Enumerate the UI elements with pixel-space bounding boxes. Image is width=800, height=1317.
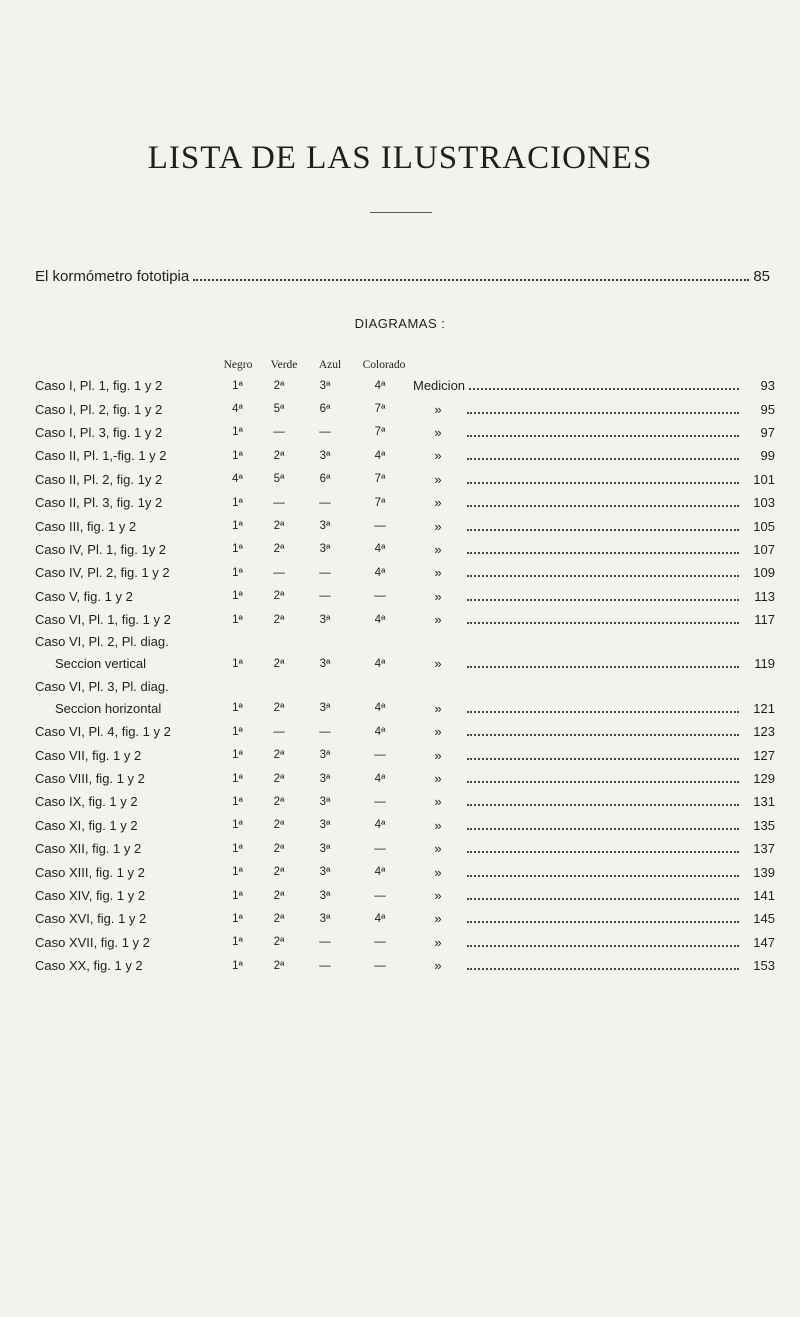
cell-caso: Caso VI, Pl. 1, fig. 1 y 2 <box>35 612 171 628</box>
cell-page: 127 <box>753 747 775 763</box>
leader-dots <box>193 278 749 281</box>
cell-negro: 1ª <box>232 449 243 462</box>
cell-negro: 1ª <box>232 819 243 832</box>
cell-caso: Caso II, Pl. 3, fig. 1y 2 <box>35 495 163 511</box>
cell-azul: 3ª <box>319 795 331 808</box>
cell-azul: 3ª <box>319 520 331 533</box>
cell-negro: 1ª <box>232 912 243 925</box>
ditto-mark: » <box>434 401 442 417</box>
cell-leader <box>413 743 743 766</box>
cell-verde: — <box>273 426 285 439</box>
cell-azul: 3ª <box>319 866 331 879</box>
cell-colorado: — <box>374 936 386 949</box>
cell-leader <box>413 374 743 397</box>
cell-azul: — <box>319 566 331 579</box>
cell-negro: 1ª <box>232 842 243 855</box>
column-header-verde: Verde <box>270 359 298 371</box>
ditto-mark: » <box>434 771 442 787</box>
cell-page: 95 <box>760 401 775 417</box>
cell-page: 129 <box>753 771 775 787</box>
cell-verde: 2ª <box>273 819 285 832</box>
ditto-mark: » <box>434 656 442 672</box>
cell-colorado: — <box>374 590 386 603</box>
table-row <box>35 837 775 860</box>
cell-negro: 1ª <box>232 566 243 579</box>
cell-caso: Caso IX, fig. 1 y 2 <box>35 794 138 810</box>
toc-entry-label: El kormómetro fototipia <box>35 268 190 285</box>
leader-dots <box>467 897 739 900</box>
cell-page: 117 <box>754 612 775 628</box>
cell-verde: 2ª <box>273 543 285 556</box>
ditto-mark: » <box>434 724 442 740</box>
ditto-mark: » <box>434 588 442 604</box>
cell-azul: 3ª <box>319 449 331 462</box>
cell-colorado: 4ª <box>374 543 386 556</box>
cell-page: 113 <box>754 588 775 604</box>
cell-caso: Caso XI, fig. 1 y 2 <box>35 817 138 833</box>
leader-dots <box>467 944 739 947</box>
cell-negro: 1ª <box>232 795 243 808</box>
cell-verde: 2ª <box>273 959 285 972</box>
table-row <box>35 421 775 444</box>
cell-azul: 3ª <box>319 702 331 715</box>
cell-colorado: — <box>374 842 386 855</box>
cell-azul: 3ª <box>319 379 331 392</box>
cell-page: 101 <box>753 471 775 487</box>
ditto-mark: » <box>434 518 442 534</box>
cell-caso: Caso VI, Pl. 3, Pl. diag. <box>35 678 169 694</box>
cell-verde: 2ª <box>273 520 285 533</box>
cell-verde: 2ª <box>273 912 285 925</box>
cell-colorado: 4ª <box>374 819 386 832</box>
ditto-mark: » <box>434 471 442 487</box>
title-divider <box>370 212 432 213</box>
cell-caso: Caso I, Pl. 3, fig. 1 y 2 <box>35 424 163 440</box>
cell-verde: 2ª <box>273 889 285 902</box>
cell-azul: 3ª <box>319 889 331 902</box>
cell-verde: — <box>273 496 285 509</box>
leader-dots <box>467 481 739 484</box>
cell-negro: 4ª <box>232 403 243 416</box>
cell-caso: Caso VI, Pl. 2, Pl. diag. <box>35 634 169 650</box>
table-row <box>35 608 775 631</box>
cell-leader <box>413 397 743 420</box>
cell-leader <box>413 697 743 720</box>
cell-negro: 1ª <box>232 613 243 626</box>
cell-negro: 1ª <box>232 866 243 879</box>
cell-caso-line2: Seccion horizontal <box>55 700 162 716</box>
first-row-label: Medicion <box>413 378 466 394</box>
cell-leader <box>413 514 743 537</box>
leader-dots <box>467 967 739 970</box>
cell-negro: 1ª <box>232 379 243 392</box>
cell-page: 153 <box>753 958 775 974</box>
cell-azul: 6ª <box>319 473 331 486</box>
table-row <box>35 767 775 790</box>
cell-negro: 1ª <box>232 889 243 902</box>
cell-caso: Caso I, Pl. 2, fig. 1 y 2 <box>35 401 163 417</box>
cell-caso: Caso XX, fig. 1 y 2 <box>35 958 143 974</box>
cell-negro: 1ª <box>232 936 243 949</box>
column-header-colorado: Colorado <box>362 359 406 371</box>
table-row <box>35 790 775 813</box>
cell-verde: 5ª <box>273 403 285 416</box>
table-row <box>35 676 775 697</box>
cell-leader <box>413 652 743 675</box>
table-row <box>35 743 775 766</box>
table-row <box>35 468 775 491</box>
ditto-mark: » <box>434 424 442 440</box>
leader-dots <box>467 551 739 554</box>
cell-colorado: — <box>374 959 386 972</box>
leader-dots <box>467 457 739 460</box>
cell-leader <box>413 561 743 584</box>
cell-colorado: 4ª <box>374 702 386 715</box>
cell-leader <box>413 790 743 813</box>
cell-colorado: 7ª <box>374 473 386 486</box>
cell-negro: 1ª <box>232 959 243 972</box>
cell-colorado: 4ª <box>374 613 386 626</box>
cell-verde: 2ª <box>273 379 285 392</box>
cell-colorado: 4ª <box>374 772 386 785</box>
section-title: DIAGRAMAS : <box>354 316 446 331</box>
table-row <box>35 931 775 954</box>
cell-colorado: 4ª <box>374 657 386 670</box>
table-row <box>35 652 775 675</box>
cell-page: 147 <box>753 934 775 950</box>
cell-colorado: 7ª <box>374 426 386 439</box>
leader-dots <box>467 803 739 806</box>
cell-leader <box>413 538 743 561</box>
cell-caso: Caso VI, Pl. 4, fig. 1 y 2 <box>35 724 171 740</box>
cell-page: 105 <box>753 518 775 534</box>
cell-page: 121 <box>753 700 775 716</box>
cell-leader <box>413 421 743 444</box>
cell-leader <box>413 814 743 837</box>
leader-dots <box>469 387 739 390</box>
cell-colorado: 4ª <box>374 449 386 462</box>
cell-leader <box>413 585 743 608</box>
cell-caso: Caso IV, Pl. 2, fig. 1 y 2 <box>35 565 170 581</box>
cell-leader <box>413 720 743 743</box>
leader-dots <box>467 598 739 601</box>
cell-page: 141 <box>753 888 775 903</box>
cell-leader <box>413 444 743 467</box>
cell-azul: 3ª <box>319 819 331 832</box>
cell-page: 135 <box>753 817 775 833</box>
cell-page: 99 <box>760 448 775 464</box>
cell-negro: 1ª <box>232 496 243 509</box>
leader-dots <box>467 780 739 783</box>
cell-negro: 1ª <box>232 543 243 556</box>
cell-leader <box>413 931 743 954</box>
cell-negro: 4ª <box>232 473 243 486</box>
cell-colorado: 7ª <box>374 496 386 509</box>
cell-colorado: — <box>374 889 386 902</box>
ditto-mark: » <box>434 841 442 857</box>
table-row <box>35 884 775 907</box>
cell-colorado: — <box>374 795 386 808</box>
cell-azul: — <box>319 590 331 603</box>
page-title: LISTA DE LAS ILUSTRACIONES <box>147 140 653 176</box>
cell-verde: 2ª <box>273 866 285 879</box>
cell-azul: 3ª <box>319 657 331 670</box>
cell-caso: Caso XVI, fig. 1 y 2 <box>35 911 147 927</box>
cell-verde: 2ª <box>273 657 285 670</box>
toc-entry <box>35 268 770 290</box>
table-row <box>35 491 775 514</box>
column-header-negro: Negro <box>223 359 253 371</box>
cell-negro: 1ª <box>232 702 243 715</box>
cell-caso: Caso III, fig. 1 y 2 <box>35 518 137 534</box>
cell-leader <box>413 907 743 930</box>
ditto-mark: » <box>434 700 442 716</box>
cell-caso: Caso IV, Pl. 1, fig. 1y 2 <box>35 541 167 557</box>
cell-caso-line2: Seccion vertical <box>55 656 147 672</box>
leader-dots <box>467 757 739 760</box>
cell-verde: — <box>273 725 285 738</box>
cell-caso: Caso VII, fig. 1 y 2 <box>35 747 142 763</box>
cell-verde: 2ª <box>273 795 285 808</box>
cell-colorado: 4ª <box>374 379 386 392</box>
cell-azul: — <box>319 725 331 738</box>
cell-negro: 1ª <box>232 590 243 603</box>
cell-azul: 3ª <box>319 613 331 626</box>
table-row <box>35 397 775 420</box>
ditto-mark: » <box>434 541 442 557</box>
ditto-mark: » <box>434 934 442 950</box>
cell-leader <box>413 468 743 491</box>
cell-azul: 6ª <box>319 403 331 416</box>
cell-page: 139 <box>753 864 775 880</box>
cell-verde: 2ª <box>273 772 285 785</box>
cell-caso: Caso XVII, fig. 1 y 2 <box>35 934 150 950</box>
column-header-azul: Azul <box>318 359 342 371</box>
cell-leader <box>413 954 743 977</box>
cell-negro: 1ª <box>232 520 243 533</box>
cell-page: 109 <box>753 565 775 581</box>
cell-leader <box>413 608 743 631</box>
leader-dots <box>467 411 739 414</box>
cell-verde: 2ª <box>273 613 285 626</box>
cell-leader <box>413 837 743 860</box>
ditto-mark: » <box>434 958 442 974</box>
cell-verde: 2ª <box>273 449 285 462</box>
leader-dots <box>467 827 739 830</box>
table-row <box>35 860 775 883</box>
table-row <box>35 374 775 397</box>
table-row <box>35 697 775 720</box>
cell-negro: 1ª <box>232 772 243 785</box>
cell-page: 137 <box>753 841 775 857</box>
cell-colorado: 7ª <box>374 403 386 416</box>
ditto-mark: » <box>434 911 442 927</box>
leader-dots <box>467 874 739 877</box>
ditto-mark: » <box>434 448 442 464</box>
cell-caso: Caso V, fig. 1 y 2 <box>35 588 133 604</box>
cell-colorado: 4ª <box>374 725 386 738</box>
cell-colorado: 4ª <box>374 912 386 925</box>
cell-azul: 3ª <box>319 749 331 762</box>
table-row <box>35 631 775 652</box>
cell-caso: Caso XIII, fig. 1 y 2 <box>35 864 145 880</box>
cell-verde: 2ª <box>273 842 285 855</box>
ditto-mark: » <box>434 612 442 628</box>
leader-dots <box>467 850 739 853</box>
cell-negro: 1ª <box>232 657 243 670</box>
table-row <box>35 814 775 837</box>
cell-verde: 2ª <box>273 590 285 603</box>
ditto-mark: » <box>434 864 442 880</box>
leader-dots <box>467 574 739 577</box>
ditto-mark: » <box>434 794 442 810</box>
cell-caso: Caso II, Pl. 2, fig. 1y 2 <box>35 471 163 487</box>
leader-dots <box>467 665 739 668</box>
leader-dots <box>467 920 739 923</box>
ditto-mark: » <box>434 817 442 833</box>
cell-leader <box>413 860 743 883</box>
cell-colorado: — <box>374 749 386 762</box>
cell-azul: — <box>319 496 331 509</box>
table-row <box>35 561 775 584</box>
cell-caso: Caso II, Pl. 1,-fig. 1 y 2 <box>35 448 167 464</box>
leader-dots <box>467 504 739 507</box>
cell-negro: 1ª <box>232 749 243 762</box>
table-row <box>35 954 775 977</box>
leader-dots <box>467 710 739 713</box>
leader-dots <box>467 434 739 437</box>
cell-page: 97 <box>760 424 775 440</box>
ditto-mark: » <box>434 747 442 763</box>
table-row <box>35 514 775 537</box>
cell-caso: Caso VIII, fig. 1 y 2 <box>35 771 145 787</box>
cell-colorado: 4ª <box>374 566 386 579</box>
table-row <box>35 720 775 743</box>
cell-page: 131 <box>753 794 775 810</box>
cell-page: 123 <box>753 724 775 740</box>
table-row <box>35 907 775 930</box>
diagram-list <box>35 374 775 977</box>
leader-dots <box>467 528 739 531</box>
cell-azul: — <box>319 936 331 949</box>
cell-azul: 3ª <box>319 842 331 855</box>
cell-verde: — <box>273 566 285 579</box>
cell-verde: 2ª <box>273 702 285 715</box>
cell-verde: 5ª <box>273 473 285 486</box>
table-row <box>35 538 775 561</box>
leader-dots <box>467 733 739 736</box>
cell-colorado: — <box>374 520 386 533</box>
cell-caso: Caso I, Pl. 1, fig. 1 y 2 <box>35 378 163 394</box>
leader-dots <box>467 621 739 624</box>
cell-page: 145 <box>753 911 775 927</box>
cell-azul: 3ª <box>319 543 331 556</box>
table-row <box>35 585 775 608</box>
ditto-mark: » <box>434 495 442 511</box>
ditto-mark: » <box>434 565 442 581</box>
cell-caso: Caso XIV, fig. 1 y 2 <box>35 888 146 903</box>
cell-negro: 1ª <box>232 725 243 738</box>
cell-colorado: 4ª <box>374 866 386 879</box>
cell-verde: 2ª <box>273 749 285 762</box>
cell-page: 93 <box>760 378 775 394</box>
cell-leader <box>413 884 743 907</box>
cell-caso: Caso XII, fig. 1 y 2 <box>35 841 142 857</box>
cell-page: 103 <box>753 495 775 511</box>
cell-page: 119 <box>754 656 775 672</box>
cell-leader <box>413 767 743 790</box>
table-row <box>35 444 775 467</box>
cell-leader <box>413 491 743 514</box>
cell-azul: — <box>319 426 331 439</box>
cell-azul: — <box>319 959 331 972</box>
cell-verde: 2ª <box>273 936 285 949</box>
cell-page: 107 <box>753 541 775 557</box>
cell-azul: 3ª <box>319 912 331 925</box>
cell-azul: 3ª <box>319 772 331 785</box>
ditto-mark: » <box>434 888 442 903</box>
toc-entry-page: 85 <box>753 268 770 285</box>
cell-negro: 1ª <box>232 426 243 439</box>
